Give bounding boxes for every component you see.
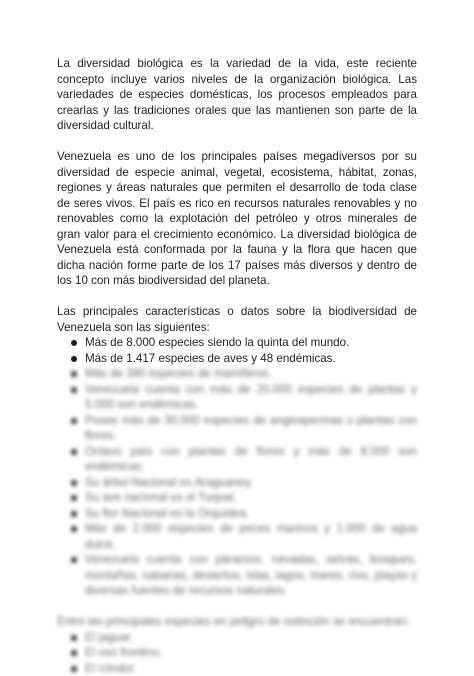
list-item-text: Su árbol Nacional es Araguaney. <box>85 476 253 489</box>
bullet-icon <box>71 340 77 346</box>
endangered-species-list <box>57 630 417 676</box>
list-item-text: Más de 8.000 especies siendo la quinta del mundo. <box>85 336 349 349</box>
list-item <box>57 521 417 552</box>
list-item <box>57 382 417 413</box>
list-item <box>57 630 417 646</box>
bullet-icon <box>71 387 77 393</box>
bullet-icon <box>71 635 77 641</box>
list-item <box>57 475 417 491</box>
list-item <box>57 645 417 661</box>
characteristics-list-blurred <box>57 366 417 599</box>
list-item <box>57 413 417 444</box>
bullet-icon <box>71 371 77 377</box>
list-item-text: Su ave nacional es el Turpial. <box>85 491 236 504</box>
paragraph-gap <box>57 289 417 305</box>
bullet-icon <box>71 526 77 532</box>
bullet-icon <box>71 449 77 455</box>
list-item-text: Más de 2.000 especies de peces marinos y 1.000 de agua dulce. <box>85 522 417 551</box>
list-item-text: Más de 1.417 especies de aves y 48 endémicas. <box>85 352 336 365</box>
list-item-text: El oso frontino. <box>85 646 162 659</box>
characteristics-list <box>57 335 417 366</box>
list-item <box>57 552 417 599</box>
list-item-text: El cóndor. <box>85 662 137 675</box>
paragraph-venezuela-megadiverse: Venezuela es uno de los principales países megadiversos por su diversidad de especie animal, vegetal, ecosistema, hábitat, zonas, regiones y áreas naturales que permiten el desarrollo de toda clase de seres vivos. El país es rico en recursos naturales renovables y no renovables como la explotación del petróleo y otros minerales de gran valor para el crecimiento económico. La diversidad biológica de Venezuela está conformada por la fauna y la flora que hacen que dicha nación forme parte de los 17 países más diversos y dentro de los 10 con más biodiversidad del planeta. <box>57 149 417 289</box>
list-item-text: Venezuela cuenta con más de 20.000 especies de plantas y 5.000 son endémicas. <box>85 383 417 412</box>
paragraph-characteristics-intro: Las principales características o datos sobre la biodiversidad de Venezuela son las siguientes: <box>57 304 417 335</box>
list-item <box>57 444 417 475</box>
paragraph-endangered-intro: Entre las principales especies en peligro de extinción se encuentran: <box>57 614 417 630</box>
list-item <box>57 351 417 367</box>
bullet-icon <box>71 511 77 517</box>
paragraph-biodiversity-definition: La diversidad biológica es la variedad de la vida, este reciente concepto incluye varios niveles de la organización biológica. Las variedades de especies domésticas, los procesos empleados para crearlas y las tradiciones orales que las mantienen son parte de la diversidad cultural. <box>57 56 417 134</box>
list-item-text: Su flor Nacional es la Orquídea. <box>85 507 249 520</box>
list-item-text: Venezuela cuenta con páramos, nevadas, selvas, bosques, montañas, sabanas, desiertos, islas, lagos, mares, ríos, playas y diversas fuentes de recursos naturales. <box>85 553 417 597</box>
document-page <box>57 56 417 676</box>
list-item <box>57 506 417 522</box>
bullet-icon <box>71 418 77 424</box>
list-item-text: Octavo país con plantas de flores y más de 8.000 son endémicas. <box>85 445 417 474</box>
bullet-icon <box>71 557 77 563</box>
bullet-icon <box>71 650 77 656</box>
paragraph-gap <box>57 599 417 615</box>
list-item <box>57 661 417 676</box>
list-item <box>57 335 417 351</box>
list-item <box>57 366 417 382</box>
bullet-icon <box>71 495 77 501</box>
list-item-text: Más de 390 especies de mamíferos. <box>85 367 272 380</box>
bullet-icon <box>71 480 77 486</box>
list-item-text: Posee más de 30.000 especies de angiospermas o plantas con flores. <box>85 414 417 443</box>
bullet-icon <box>71 356 77 362</box>
list-item-text: El jaguar. <box>85 631 133 644</box>
paragraph-gap <box>57 134 417 150</box>
list-item <box>57 490 417 506</box>
